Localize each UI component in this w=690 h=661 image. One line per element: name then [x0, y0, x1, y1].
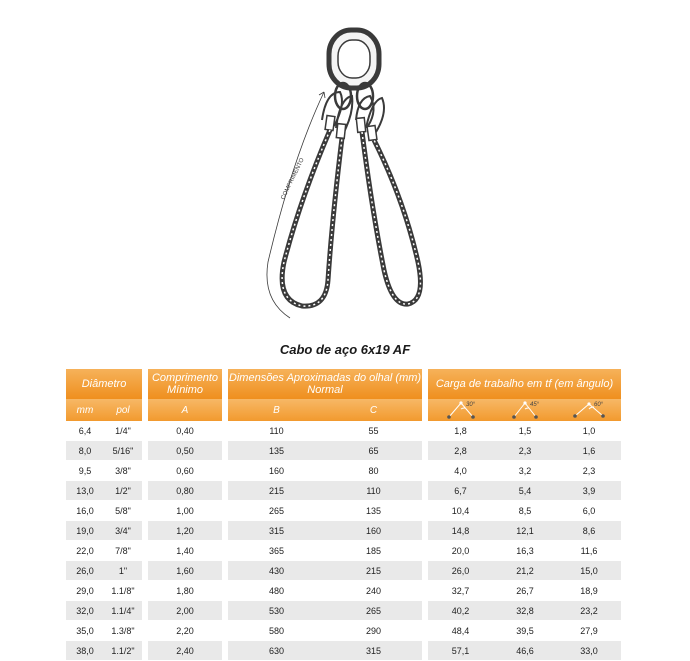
length-dimension-line: [267, 92, 324, 318]
cell-carga-60: 18,9: [557, 581, 621, 601]
cell-b: 480: [228, 581, 325, 601]
cell-pol: 7/8": [104, 541, 142, 561]
cell-carga-45: 5,4: [493, 481, 557, 501]
cell-carga-45: 21,2: [493, 561, 557, 581]
subheader-angle-60: [557, 399, 621, 421]
table-row: [66, 541, 621, 561]
cell-carga-30: 32,7: [428, 581, 493, 601]
cell-b: 430: [228, 561, 325, 581]
cell-b: 110: [228, 421, 325, 441]
sling-angle-30-icon: [441, 399, 481, 421]
cell-carga-45: 39,5: [493, 621, 557, 641]
cell-carga-45: 3,2: [493, 461, 557, 481]
cell-b: 365: [228, 541, 325, 561]
cell-carga-30: 10,4: [428, 501, 493, 521]
cell-carga-45: 26,7: [493, 581, 557, 601]
cell-carga-30: 57,1: [428, 641, 493, 661]
cell-pol: 1": [104, 561, 142, 581]
cell-carga-45: 32,8: [493, 601, 557, 621]
subheader-angle-30: [428, 399, 493, 421]
cell-pol: 3/4": [104, 521, 142, 541]
cell-carga-30: 1,8: [428, 421, 493, 441]
cell-carga-60: 6,0: [557, 501, 621, 521]
subheader-angle-45: [493, 399, 557, 421]
cell-c: 65: [325, 441, 422, 461]
cell-b: 215: [228, 481, 325, 501]
cell-mm: 16,0: [66, 501, 104, 521]
cell-carga-45: 12,1: [493, 521, 557, 541]
cell-c: 110: [325, 481, 422, 501]
cell-mm: 32,0: [66, 601, 104, 621]
cell-mm: 8,0: [66, 441, 104, 461]
table-row: [66, 641, 621, 661]
cell-mm: 35,0: [66, 621, 104, 641]
cell-carga-60: 1,6: [557, 441, 621, 461]
cell-comprimento: 1,40: [148, 541, 222, 561]
header-diametro: Diâmetro: [66, 369, 142, 399]
cell-c: 290: [325, 621, 422, 641]
cell-b: 630: [228, 641, 325, 661]
table-row: [66, 501, 621, 521]
table-row: [66, 601, 621, 621]
cell-pol: 3/8": [104, 461, 142, 481]
cell-carga-45: 8,5: [493, 501, 557, 521]
sling-angle-45-icon: [505, 399, 545, 421]
header-carga: Carga de trabalho em tf (em ângulo): [428, 369, 621, 399]
header-dimensoes: Dimensões Aproximadas do olhal (mm) Normal: [228, 369, 422, 399]
rope-leg-left: [282, 130, 342, 306]
cell-carga-45: 16,3: [493, 541, 557, 561]
cell-carga-60: 23,2: [557, 601, 621, 621]
cell-mm: 29,0: [66, 581, 104, 601]
cell-c: 80: [325, 461, 422, 481]
cell-comprimento: 0,40: [148, 421, 222, 441]
cell-pol: 1.1/2": [104, 641, 142, 661]
sling-angle-60-icon: [569, 399, 609, 421]
cell-pol: 1.1/4": [104, 601, 142, 621]
subheader-mm: mm: [66, 399, 104, 421]
angle-30-label: 30°: [465, 402, 475, 408]
cell-c: 185: [325, 541, 422, 561]
cell-comprimento: 2,40: [148, 641, 222, 661]
cell-b: 580: [228, 621, 325, 641]
table-row: [66, 581, 621, 601]
cell-carga-60: 1,0: [557, 421, 621, 441]
cell-pol: 1.3/8": [104, 621, 142, 641]
cell-mm: 22,0: [66, 541, 104, 561]
cell-comprimento: 1,20: [148, 521, 222, 541]
cell-carga-45: 2,3: [493, 441, 557, 461]
cell-carga-60: 2,3: [557, 461, 621, 481]
cell-carga-30: 40,2: [428, 601, 493, 621]
cell-mm: 6,4: [66, 421, 104, 441]
cell-carga-30: 4,0: [428, 461, 493, 481]
cell-c: 315: [325, 641, 422, 661]
cell-carga-60: 8,6: [557, 521, 621, 541]
subheader-c: C: [325, 399, 422, 421]
cell-carga-30: 6,7: [428, 481, 493, 501]
cell-pol: 1.1/8": [104, 581, 142, 601]
cell-pol: 1/2": [104, 481, 142, 501]
subheader-a: A: [148, 399, 222, 421]
cell-comprimento: 0,80: [148, 481, 222, 501]
cell-b: 135: [228, 441, 325, 461]
angle-60-label: 60°: [594, 402, 604, 408]
cell-comprimento: 1,80: [148, 581, 222, 601]
caption: Cabo de aço 6x19 AF: [279, 342, 411, 357]
cell-b: 530: [228, 601, 325, 621]
cell-pol: 5/8": [104, 501, 142, 521]
cell-comprimento: 1,00: [148, 501, 222, 521]
cell-mm: 26,0: [66, 561, 104, 581]
cell-comprimento: 1,60: [148, 561, 222, 581]
table-row: [66, 461, 621, 481]
cell-carga-60: 15,0: [557, 561, 621, 581]
cell-comprimento: 0,60: [148, 461, 222, 481]
table-row: [66, 421, 621, 441]
table-row: [66, 621, 621, 641]
cell-c: 240: [325, 581, 422, 601]
cell-mm: 19,0: [66, 521, 104, 541]
angle-45-label: 45°: [530, 402, 540, 408]
cell-carga-30: 2,8: [428, 441, 493, 461]
cell-pol: 5/16": [104, 441, 142, 461]
cell-b: 315: [228, 521, 325, 541]
length-label: COMPRIMENTO: [280, 157, 306, 201]
cell-comprimento: 2,00: [148, 601, 222, 621]
cell-carga-30: 48,4: [428, 621, 493, 641]
cell-comprimento: 0,50: [148, 441, 222, 461]
cell-carga-30: 26,0: [428, 561, 493, 581]
table-row: [66, 521, 621, 541]
table-row: [66, 561, 621, 581]
cell-c: 215: [325, 561, 422, 581]
header-comprimento: Comprimento Mínimo: [148, 369, 222, 399]
table-row: [66, 441, 621, 461]
cell-c: 160: [325, 521, 422, 541]
cell-mm: 13,0: [66, 481, 104, 501]
cell-comprimento: 2,20: [148, 621, 222, 641]
cell-c: 265: [325, 601, 422, 621]
cell-carga-60: 11,6: [557, 541, 621, 561]
cell-c: 55: [325, 421, 422, 441]
cell-mm: 9,5: [66, 461, 104, 481]
cell-carga-45: 1,5: [493, 421, 557, 441]
cell-carga-60: 3,9: [557, 481, 621, 501]
table-row: [66, 481, 621, 501]
cell-b: 265: [228, 501, 325, 521]
spec-table: [66, 369, 621, 661]
cell-carga-30: 20,0: [428, 541, 493, 561]
cell-carga-30: 14,8: [428, 521, 493, 541]
rope-leg-right: [362, 132, 420, 304]
cell-carga-60: 27,9: [557, 621, 621, 641]
cell-b: 160: [228, 461, 325, 481]
cell-pol: 1/4": [104, 421, 142, 441]
subheader-b: B: [228, 399, 325, 421]
cell-c: 135: [325, 501, 422, 521]
cell-carga-45: 46,6: [493, 641, 557, 661]
subheader-pol: pol: [104, 399, 142, 421]
cell-carga-60: 33,0: [557, 641, 621, 661]
table-body: [66, 421, 621, 661]
cell-mm: 38,0: [66, 641, 104, 661]
